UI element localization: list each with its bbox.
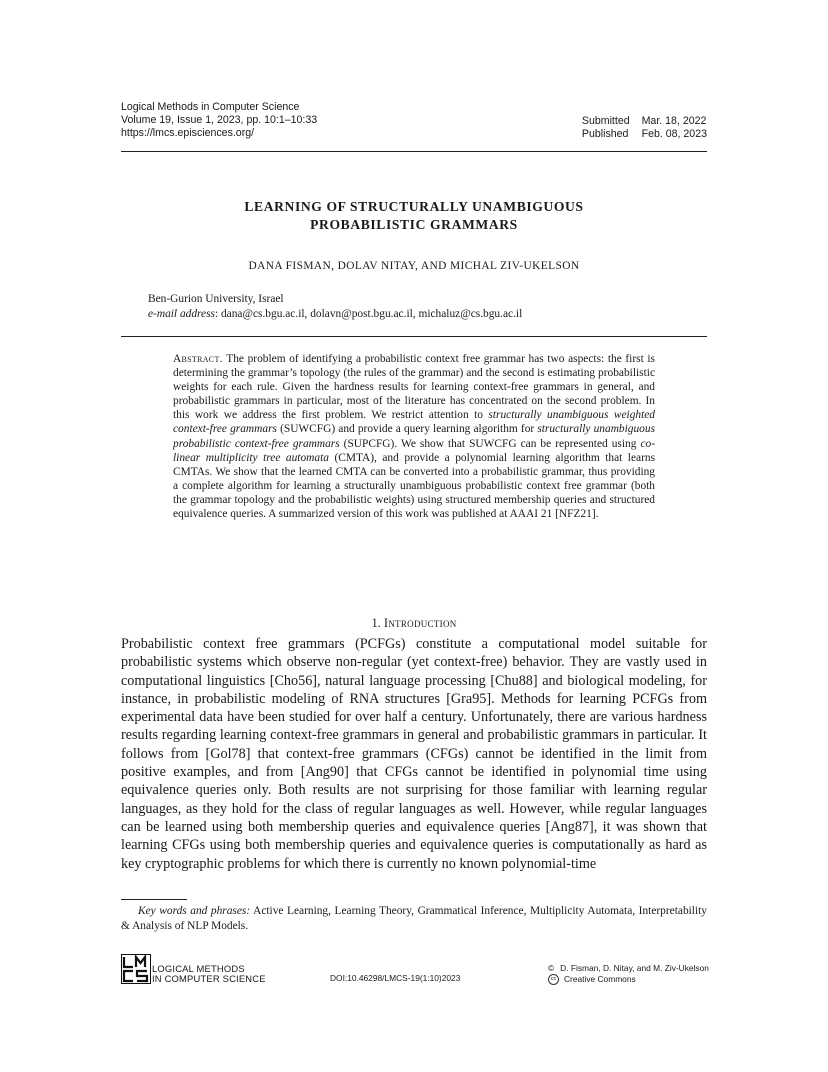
paper-title	[121, 198, 707, 234]
submitted-date: Mar. 18, 2022	[641, 115, 707, 127]
lmcs-logo-icon	[121, 954, 151, 984]
title-line-2: PROBABILISTIC GRAMMARS	[310, 217, 518, 232]
submission-dates	[582, 115, 707, 141]
email-line	[148, 307, 522, 322]
journal-url[interactable]: https://lmcs.episciences.org/	[121, 127, 255, 140]
license-line	[548, 974, 709, 985]
section-heading	[121, 616, 707, 631]
footnote	[121, 904, 707, 935]
creative-commons-icon: cc	[548, 974, 559, 985]
abstract	[173, 352, 655, 521]
published-date: Feb. 08, 2023	[641, 128, 707, 141]
logo-text	[152, 964, 266, 984]
submitted-label: Submitted	[581, 115, 630, 127]
section-title: Introduction	[383, 616, 457, 630]
authors: DANA FISMAN, DOLAV NITAY, AND MICHAL ZIV-UKELSON	[248, 260, 580, 272]
abstract-emphasis-1: structurally unambiguous weighted context-free grammars	[173, 409, 655, 436]
journal-header	[121, 101, 317, 141]
affiliation-divider	[121, 336, 707, 337]
affiliation	[148, 292, 522, 322]
license-name[interactable]: Creative Commons	[564, 973, 636, 984]
copyright-holders: D. Fisman, D. Nitay, and M. Ziv-Ukelson	[560, 963, 709, 973]
section-number: 1.	[371, 616, 384, 630]
introduction-paragraph: Probabilistic context free grammars (PCFGs) constitute a computational model suitable for probabilistic systems which observe non-regular (yet context-free) behavior. They are vastly used in computational linguistics [Cho56], natural language processing [Chu88] and biological modeling, for instance, in probabilistic modeling of RNA structures [Gra95]. Methods for learning PCFGs from experimental data have been studied for over half a century. Unfortunately, there are various hardness results regarding learning context-free grammars in general and probabilistic grammars in particular. It follows from [Gol78] that context-free grammars (CFGs) cannot be identified in the limit from positive examples, and from [Ang90] that CFGs cannot be identified in polynomial time using equivalence queries only. Both results are not surprising for those familiar with learning regular languages, as they hold for the class of regular languages as well. However, while regular languages can be learned using both membership queries and equivalence queries [Ang87], it was shown that learning CFGs using both membership queries and equivalence queries is computationally as hard as key cryptographic problems for which there is currently no known polynomial-time	[121, 636, 707, 872]
abstract-text-3: (SUPCFG). We show that SUWCFG can be represented using	[339, 437, 641, 450]
title-line-1: LEARNING OF STRUCTURALLY UNAMBIGUOUS	[244, 199, 584, 214]
copyright-icon: ©	[548, 963, 555, 973]
abstract-text-4: (CMTA), and provide a polynomial learning algorithm that learns CMTAs. We show that the learned CMTA can be converted into a probabilistic grammar, thus providing a complete algorithm for learning a structurally unambiguous probabilistic context free grammar (both the grammar topology and the probabilistic weights) using structured membership queries and structured equivalence queries. A summarized version of this work was published at AAAI 21 [NFZ21].	[173, 451, 655, 521]
email-addresses[interactable]: : dana@cs.bgu.ac.il, dolavn@post.bgu.ac.il, michaluz@cs.bgu.ac.il	[214, 308, 523, 320]
copyright-line	[548, 963, 709, 974]
copyright-block	[548, 963, 709, 985]
footnote-divider	[121, 899, 187, 900]
logo-line-2: IN COMPUTER SCIENCE	[152, 973, 266, 985]
institution: Ben-Gurion University, Israel	[148, 293, 284, 305]
logo-line-1: LOGICAL METHODS	[152, 963, 245, 974]
footnote-label: Key words and phrases:	[138, 905, 251, 917]
published-label: Published	[581, 128, 629, 141]
doi[interactable]: DOI:10.46298/LMCS-19(1:10)2023	[330, 973, 461, 983]
header-divider	[121, 151, 707, 152]
footnote-keywords: Active Learning, Learning Theory, Grammatical Inference, Multiplicity Automata, Interpretability & Analysis of NLP Models.	[121, 905, 707, 933]
abstract-emphasis-2: structurally unambiguous probabilistic context-free grammars	[173, 423, 656, 450]
journal-volume: Volume 19, Issue 1, 2023, pp. 10:1–10:33	[121, 114, 318, 127]
abstract-text-1: The problem of identifying a probabilistic context free grammar has two aspects: the first is determining the grammar’s topology (the rules of the grammar) and the second is estimating probabilistic weights for each rule. Given the hardness results for learning context-free grammars in general, and probabilistic grammars in particular, most of the literature has concentrated on the second problem. In this work we address the first problem. We restrict attention to	[173, 353, 655, 422]
email-label: e-mail address	[148, 308, 215, 320]
abstract-label: Abstract.	[173, 353, 223, 365]
abstract-emphasis-3: co-linear multiplicity tree automata	[173, 437, 655, 464]
abstract-text-2: (SUWCFG) and provide a query learning algorithm for	[276, 423, 538, 436]
journal-name: Logical Methods in Computer Science	[121, 101, 300, 113]
